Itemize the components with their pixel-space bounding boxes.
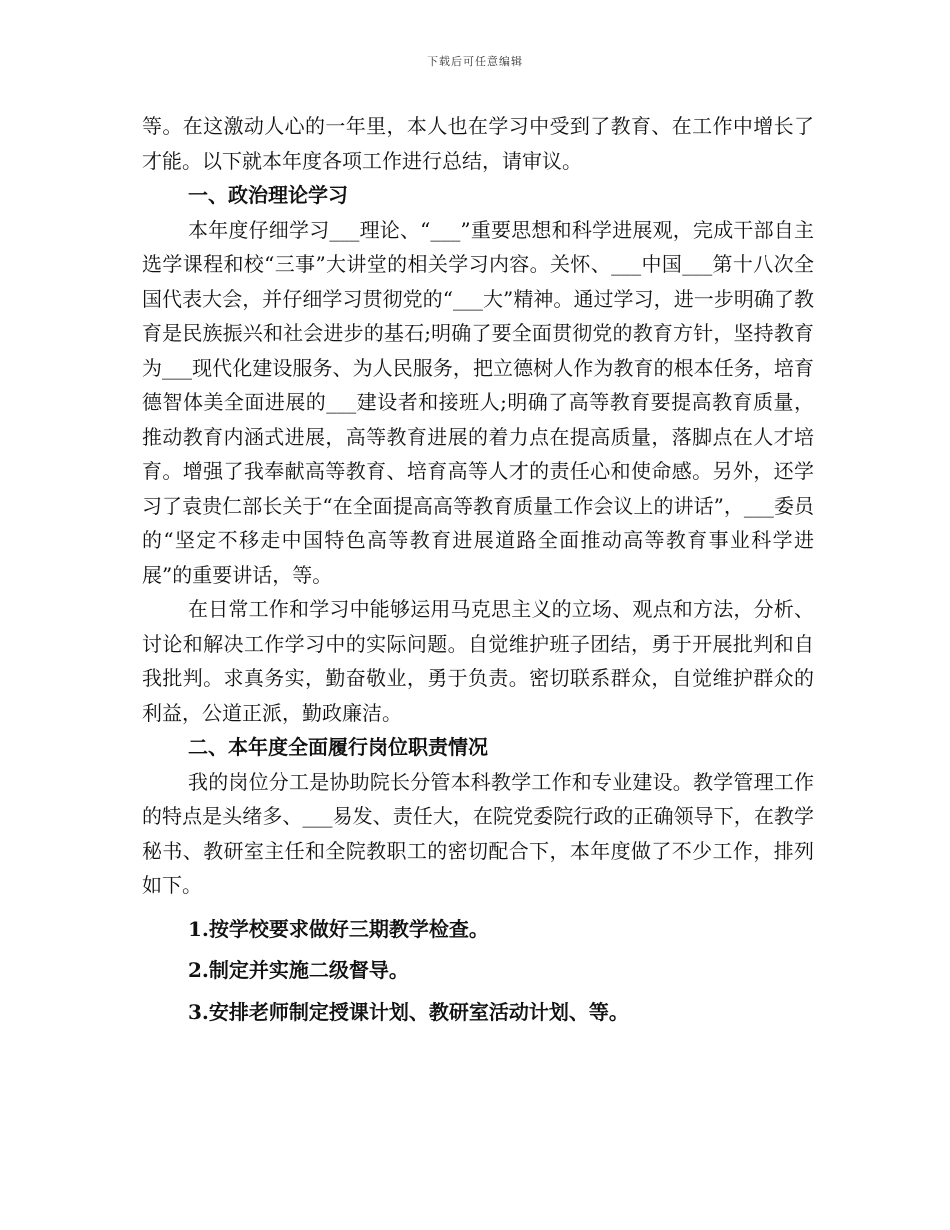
paragraph-duties: 我的岗位分工是协助院长分管本科教学工作和专业建设。教学管理工作的特点是头绪多、___易发、责任大，在院党委院行政的正确领导下，在教学秘书、教研室主任和全院教职工的密切配合下，本年度做了不少工作，排列如下。 [142, 769, 814, 897]
section-heading-political-study: 一、政治理论学习 [188, 183, 348, 207]
section-heading-duties: 二、本年度全面履行岗位职责情况 [188, 735, 488, 759]
intro-paragraph: 等。在这激动人心的一年里，本人也在学习中受到了教育、在工作中增长了才能。以下就本年度各项工作进行总结，请审议。 [142, 114, 814, 173]
list-item: 2.制定并实施二级督导。 [188, 958, 409, 982]
document-body [142, 109, 814, 1036]
paragraph-daily-work: 在日常工作和学习中能够运用马克思主义的立场、观点和方法，分析、讨论和解决工作学习中的实际问题。自觉维护班子团结，勇于开展批判和自我批判。求真务实，勤奋敬业，勇于负责。密切联系群众，自觉维护群众的利益，公道正派，勤政廉洁。 [142, 597, 814, 725]
list-item: 1.按学校要求做好三期教学检查。 [188, 916, 489, 941]
paragraph-political-study: 本年度仔细学习___理论、“___”重要思想和科学进展观，完成干部自主选学课程和校“三事”大讲堂的相关学习内容。关怀、___中国___第十八次全国代表大会，并仔细学习贯彻党的“___大”精神。通过学习，进一步明确了教育是民族振兴和社会进步的基石;明确了要全面贯彻党的教育方针，坚持教育为___现代化建设服务、为人民服务，把立德树人作为教育的根本任务，培育德智体美全面进展的___建设者和接班人;明确了高等教育要提高教育质量，推动教育内涵式进展，高等教育进展的着力点在提高质量，落脚点在人才培育。增强了我奉献高等教育、培育高等人才的责任心和使命感。另外，还学习了袁贵仁部长关于“在全面提高高等教育质量工作会议上的讲话”，___委员的“坚定不移走中国特色高等教育进展道路全面推动高等教育事业科学进展”的重要讲话，等。 [142, 217, 814, 587]
list-item: 3.安排老师制定授课计划、教研室活动计划、等。 [188, 999, 629, 1024]
page-header-note: 下载后可任意编辑 [427, 55, 523, 68]
